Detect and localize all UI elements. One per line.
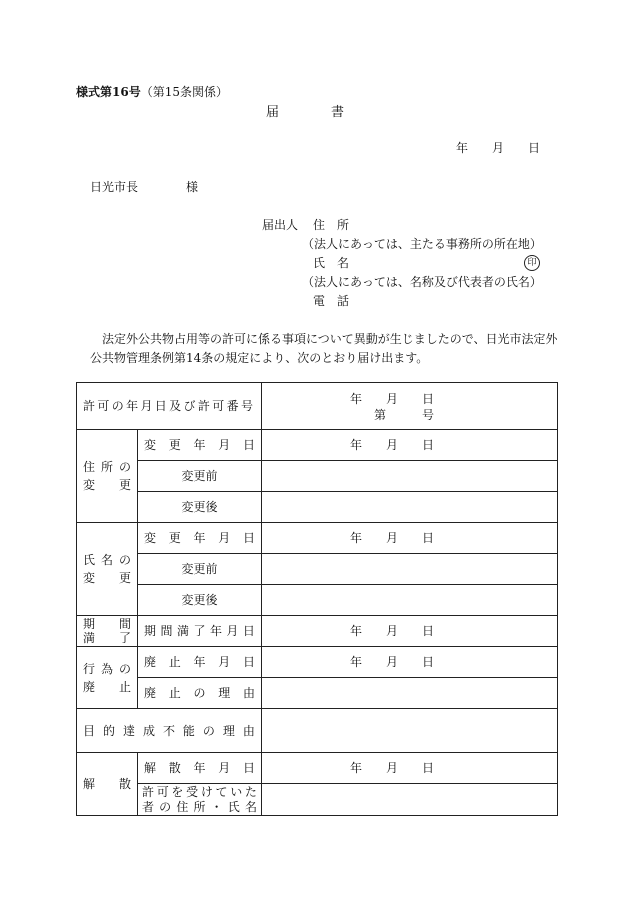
name-before-row xyxy=(77,554,558,585)
dissolution-label: 解 散 xyxy=(83,777,131,791)
seal-icon: 印 xyxy=(524,255,540,271)
expiry-sub-label-cell xyxy=(138,616,262,647)
dissolution-holder-label-cell xyxy=(138,784,262,816)
abolition-date-row xyxy=(77,647,558,678)
name-change-label-cell xyxy=(77,523,138,616)
permit-date: 年 月 日 xyxy=(350,392,435,406)
abolition-label-cell xyxy=(77,647,138,709)
abolition-date-value: 年 月 日 xyxy=(350,655,435,669)
abolition-date-label: 廃 止 年 月 日 xyxy=(144,655,255,669)
name-change-date-row xyxy=(77,523,558,554)
address-after-row xyxy=(77,492,558,523)
name-change-date-value: 年 月 日 xyxy=(350,531,435,545)
abolition-label-bottom: 廃 止 xyxy=(83,679,131,694)
dissolution-holder-label-1: 許 可 を 受 け て い た xyxy=(142,784,257,799)
address-change-label-top: 住 所 の xyxy=(83,460,131,474)
impossible-label-cell xyxy=(77,709,262,753)
expiry-row xyxy=(77,616,558,647)
dissolution-date-value: 年 月 日 xyxy=(350,761,435,775)
permit-row xyxy=(77,383,558,430)
dissolution-date-label-cell xyxy=(138,753,262,784)
form-number-line xyxy=(76,86,228,98)
name-change-label-top: 氏 名 の xyxy=(83,553,131,567)
form-number: 様式第16号 xyxy=(76,85,141,99)
dissolution-date-value-cell[interactable] xyxy=(262,753,558,784)
body-text-line-1: 法定外公共物占用等の許可に係る事項について異動が生じましたので、日光市法定外 xyxy=(102,332,558,346)
name-after-label: 変更後 xyxy=(138,585,262,616)
name-change-date-value-cell[interactable] xyxy=(262,523,558,554)
name-before-label: 変更前 xyxy=(138,554,262,585)
address-after-label: 変更後 xyxy=(138,492,262,523)
name-before-value-cell[interactable] xyxy=(262,554,558,585)
name-change-date-label-cell xyxy=(138,523,262,554)
abolition-reason-label: 廃 止 の 理 由 xyxy=(144,686,255,700)
address-after-value-cell[interactable] xyxy=(262,492,558,523)
dissolution-label-cell xyxy=(77,753,138,816)
address-before-label: 変更前 xyxy=(138,461,262,492)
dissolution-date-label: 解 散 年 月 日 xyxy=(144,761,255,775)
form-relation: （第15条関係） xyxy=(140,85,228,99)
name-change-date-label: 変 更 年 月 日 xyxy=(144,531,255,545)
expiry-value: 年 月 日 xyxy=(350,624,435,638)
address-label: 住 所 xyxy=(313,218,350,232)
expiry-label-cell xyxy=(77,616,138,647)
permit-label: 許 可 の 年 月 日 及 び 許 可 番 号 xyxy=(83,399,255,413)
name-label: 氏 名 xyxy=(313,256,350,270)
name-note: （法人にあっては、名称及び代表者の氏名） xyxy=(302,275,542,289)
dissolution-holder-row xyxy=(77,784,558,816)
abolition-reason-label-cell xyxy=(138,678,262,709)
address-change-date-value-cell[interactable] xyxy=(262,430,558,461)
addressee: 日光市長 様 xyxy=(90,180,199,194)
address-change-label-cell xyxy=(77,430,138,523)
dissolution-holder-value-cell[interactable] xyxy=(262,784,558,816)
address-before-row xyxy=(77,461,558,492)
address-change-label-bottom: 変 更 xyxy=(83,478,131,492)
address-note: （法人にあっては、主たる事務所の所在地） xyxy=(302,237,542,251)
impossible-label: 目 的 達 成 不 能 の 理 由 xyxy=(83,723,255,738)
notification-table xyxy=(76,382,558,816)
expiry-sub-label: 期 間 満 了 年 月 日 xyxy=(144,624,255,638)
name-change-label-bottom: 変 更 xyxy=(83,571,131,585)
permit-label-cell xyxy=(77,383,262,430)
address-before-value-cell[interactable] xyxy=(262,461,558,492)
body-text-line-2: 公共物管理条例第14条の規定により、次のとおり届け出ます。 xyxy=(90,351,429,365)
permit-number: 第 号 xyxy=(374,408,435,422)
name-after-value-cell[interactable] xyxy=(262,585,558,616)
phone-label: 電 話 xyxy=(313,294,350,308)
abolition-date-label-cell xyxy=(138,647,262,678)
abolition-reason-value-cell[interactable] xyxy=(262,678,558,709)
dissolution-holder-label-2: 者 の 住 所 ・ 氏 名 xyxy=(142,799,257,814)
abolition-reason-row xyxy=(77,678,558,709)
seal-mark xyxy=(524,255,540,271)
permit-value-cell[interactable] xyxy=(262,383,558,430)
impossible-row xyxy=(77,709,558,753)
address-change-date-label-cell xyxy=(138,430,262,461)
applicant-label: 届出人 xyxy=(262,218,299,232)
impossible-value-cell[interactable] xyxy=(262,709,558,753)
address-change-date-row xyxy=(77,430,558,461)
expiry-label-top: 期 間 xyxy=(83,616,131,631)
name-after-row xyxy=(77,585,558,616)
expiry-value-cell[interactable] xyxy=(262,616,558,647)
address-change-date-label: 変 更 年 月 日 xyxy=(144,438,255,452)
expiry-label-bottom: 満 了 xyxy=(83,631,131,645)
abolition-label-top: 行 為 の xyxy=(83,661,131,676)
document-title: 届 書 xyxy=(266,105,345,120)
address-change-date-value: 年 月 日 xyxy=(350,438,435,452)
dissolution-date-row xyxy=(77,753,558,784)
date-line: 年 月 日 xyxy=(456,141,541,155)
abolition-date-value-cell[interactable] xyxy=(262,647,558,678)
